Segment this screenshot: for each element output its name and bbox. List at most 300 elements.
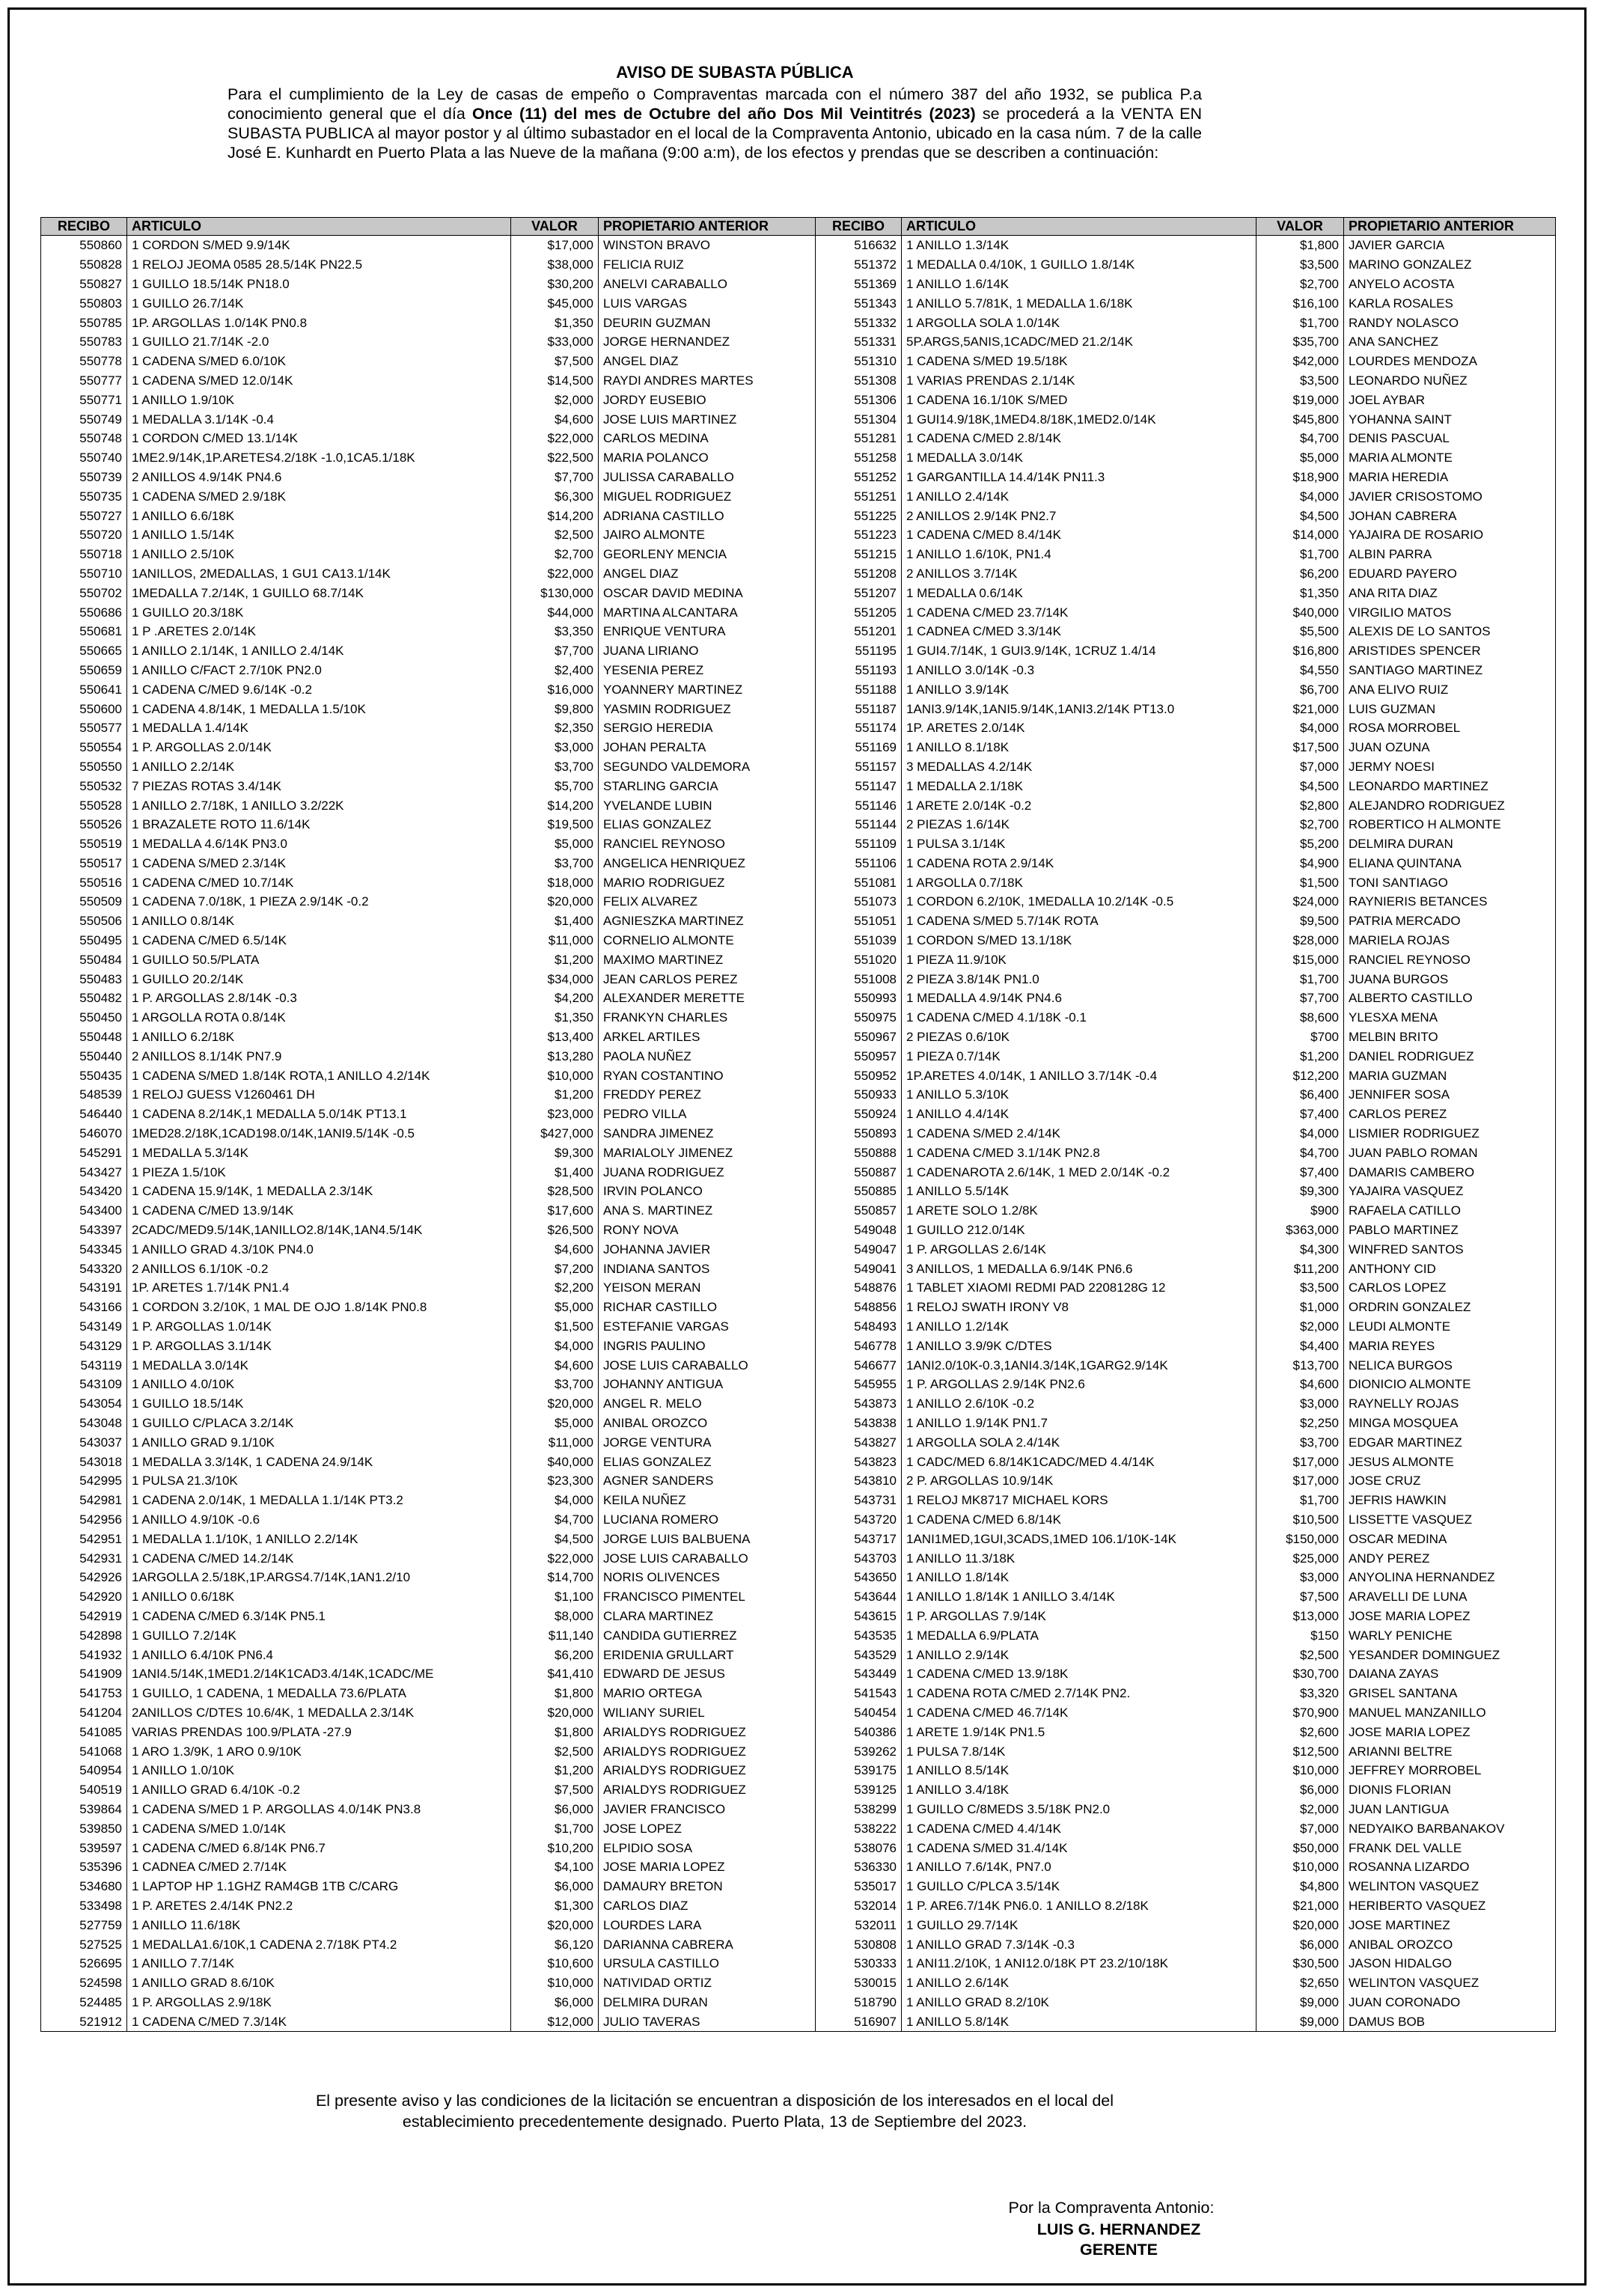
valor-cell: $44,000 — [511, 602, 599, 622]
articulo-cell: 1 PULSA 21.3/10K — [127, 1471, 511, 1491]
recibo-cell: 551372 — [816, 255, 902, 275]
table-row — [41, 1973, 1556, 1993]
propietario-cell: CORNELIO ALMONTE — [599, 931, 816, 950]
valor-cell: $5,000 — [1256, 448, 1344, 468]
articulo-cell: 1 CADENA 16.1/10K S/MED — [902, 390, 1256, 409]
valor-cell: $1,500 — [1256, 873, 1344, 892]
valor-cell: $45,800 — [1256, 409, 1344, 429]
recibo-cell: 540386 — [816, 1722, 902, 1741]
recibo-cell: 551223 — [816, 525, 902, 545]
propietario-cell: JUANA RODRIGUEZ — [599, 1162, 816, 1182]
articulo-cell: 1 P. ARGOLLAS 7.9/14K — [902, 1607, 1256, 1626]
valor-cell: $7,700 — [511, 468, 599, 487]
recibo-cell: 545291 — [41, 1143, 127, 1162]
recibo-cell: 550519 — [41, 834, 127, 854]
articulo-cell: 1 CADENA C/MED 10.7/14K — [127, 873, 511, 892]
recibo-cell: 543731 — [816, 1491, 902, 1510]
recibo-cell: 551331 — [816, 332, 902, 352]
recibo-cell: 548493 — [816, 1317, 902, 1337]
propietario-cell: NEDYAIKO BARBANAKOV — [1344, 1819, 1556, 1838]
recibo-cell: 550435 — [41, 1066, 127, 1085]
recibo-cell: 551205 — [816, 602, 902, 622]
propietario-cell: JOHANNY ANTIGUA — [599, 1375, 816, 1394]
valor-cell: $4,600 — [511, 1239, 599, 1259]
valor-cell: $2,700 — [1256, 275, 1344, 294]
recibo-cell: 550495 — [41, 931, 127, 950]
valor-cell: $4,900 — [1256, 854, 1344, 873]
valor-cell: $150 — [1256, 1625, 1344, 1645]
recibo-cell: 543535 — [816, 1625, 902, 1645]
table-row — [41, 2012, 1556, 2031]
recibo-cell: 540454 — [816, 1703, 902, 1723]
recibo-cell: 543720 — [816, 1510, 902, 1530]
valor-cell: $4,550 — [1256, 661, 1344, 680]
valor-cell: $1,700 — [511, 1819, 599, 1838]
recibo-cell: 550665 — [41, 641, 127, 661]
articulo-cell: 1 ARGOLLA SOLA 1.0/14K — [902, 313, 1256, 332]
recibo-cell: 549047 — [816, 1239, 902, 1259]
propietario-cell: DELMIRA DURAN — [1344, 834, 1556, 854]
recibo-cell: 550550 — [41, 757, 127, 777]
valor-cell: $3,000 — [1256, 1568, 1344, 1587]
articulo-cell: 1 PULSA 3.1/14K — [902, 834, 1256, 854]
valor-cell: $13,700 — [1256, 1355, 1344, 1375]
valor-cell: $14,200 — [511, 796, 599, 815]
table-row — [41, 1703, 1556, 1723]
table-row — [41, 873, 1556, 892]
propietario-cell: MARIA GUZMAN — [1344, 1066, 1556, 1085]
articulo-cell: 1 RELOJ GUESS V1260461 DH — [127, 1085, 511, 1105]
valor-cell: $4,500 — [1256, 506, 1344, 525]
propietario-cell: MANUEL MANZANILLO — [1344, 1703, 1556, 1723]
valor-cell: $35,700 — [1256, 332, 1344, 352]
recibo-cell: 550517 — [41, 854, 127, 873]
table-row — [41, 1008, 1556, 1028]
articulo-cell: 1 CADENA 15.9/14K, 1 MEDALLA 2.3/14K — [127, 1182, 511, 1201]
recibo-cell: 541753 — [41, 1684, 127, 1703]
propietario-cell: FELIX ALVAREZ — [599, 892, 816, 912]
articulo-cell: 1 CADENA 4.8/14K, 1 MEDALLA 1.5/10K — [127, 699, 511, 718]
table-row — [41, 969, 1556, 989]
propietario-cell: ENRIQUE VENTURA — [599, 622, 816, 641]
propietario-cell: LEONARDO NUÑEZ — [1344, 371, 1556, 391]
articulo-cell: 1 ANILLO 7.7/14K — [127, 1954, 511, 1973]
articulo-cell: 1 P. ARGOLLAS 1.0/14K — [127, 1317, 511, 1337]
table-row — [41, 815, 1556, 834]
valor-cell: $7,200 — [511, 1259, 599, 1278]
recibo-cell: 551193 — [816, 661, 902, 680]
articulo-cell: 1 CORDON 3.2/10K, 1 MAL DE OJO 1.8/14K PN0.8 — [127, 1298, 511, 1317]
recibo-cell: 540954 — [41, 1761, 127, 1780]
articulo-cell: 1 GUILLO 212.0/14K — [902, 1221, 1256, 1240]
articulo-cell: 1 CADENA S/MED 6.0/10K — [127, 352, 511, 371]
articulo-cell: 1 CADENA C/MED 46.7/14K — [902, 1703, 1256, 1723]
valor-cell: $14,200 — [511, 506, 599, 525]
recibo-cell: 551073 — [816, 892, 902, 912]
valor-cell: $41,410 — [511, 1664, 599, 1684]
recibo-cell: 551201 — [816, 622, 902, 641]
articulo-cell: 5P.ARGS,5ANIS,1CADC/MED 21.2/14K — [902, 332, 1256, 352]
recibo-cell: 543149 — [41, 1317, 127, 1337]
valor-cell: $20,000 — [1256, 1915, 1344, 1935]
recibo-cell: 535396 — [41, 1857, 127, 1877]
valor-cell: $3,500 — [1256, 255, 1344, 275]
articulo-cell: 1 CADENA C/MED 6.8/14K — [902, 1510, 1256, 1530]
valor-cell: $4,000 — [1256, 718, 1344, 738]
table-row — [41, 1105, 1556, 1124]
articulo-cell: 1 MEDALLA 0.6/14K — [902, 583, 1256, 602]
recibo-cell: 551144 — [816, 815, 902, 834]
notice-title: AVISO DE SUBASTA PÚBLICA — [616, 63, 854, 82]
propietario-cell: MAXIMO MARTINEZ — [599, 950, 816, 969]
articulo-cell: 1 MEDALLA 5.3/14K — [127, 1143, 511, 1162]
recibo-cell: 551310 — [816, 352, 902, 371]
articulo-cell: 1 ANILLO 3.9/9K C/DTES — [902, 1336, 1256, 1355]
propietario-cell: NATIVIDAD ORTIZ — [599, 1973, 816, 1993]
valor-cell: $14,700 — [511, 1568, 599, 1587]
propietario-cell: CLARA MARTINEZ — [599, 1607, 816, 1626]
propietario-cell: ALEJANDRO RODRIGUEZ — [1344, 796, 1556, 815]
propietario-cell: JAVIER GARCIA — [1344, 236, 1556, 255]
propietario-cell: ANELVI CARABALLO — [599, 275, 816, 294]
recibo-cell: 551051 — [816, 912, 902, 931]
recibo-cell: 550783 — [41, 332, 127, 352]
propietario-cell: STARLING GARCIA — [599, 776, 816, 796]
articulo-cell: 1 ANILLO 6.6/18K — [127, 506, 511, 525]
propietario-cell: JEFFREY MORROBEL — [1344, 1761, 1556, 1780]
recibo-cell: 551215 — [816, 545, 902, 564]
propietario-cell: ADRIANA CASTILLO — [599, 506, 816, 525]
articulo-cell: 1 ANILLO 3.4/18K — [902, 1780, 1256, 1800]
valor-cell: $17,600 — [511, 1201, 599, 1221]
recibo-cell: 543703 — [816, 1548, 902, 1568]
recibo-cell: 551332 — [816, 313, 902, 332]
propietario-cell: RAYNIERIS BETANCES — [1344, 892, 1556, 912]
articulo-cell: 1 ANILLO 11.6/18K — [127, 1915, 511, 1935]
signature-intro: Por la Compraventa Antonio: — [1008, 2199, 1215, 2217]
articulo-cell: 1 P. ARETES 2.4/14K PN2.2 — [127, 1896, 511, 1916]
articulo-cell: 1 P. ARGOLLAS 3.1/14K — [127, 1336, 511, 1355]
table-row — [41, 834, 1556, 854]
articulo-cell: 1 MEDALLA 3.1/14K -0.4 — [127, 409, 511, 429]
propietario-cell: FRANKYN CHARLES — [599, 1008, 816, 1028]
recibo-cell: 550803 — [41, 293, 127, 313]
table-row — [41, 564, 1556, 584]
recibo-cell: 543873 — [816, 1394, 902, 1414]
articulo-cell: 1 CADENA ROTA 2.9/14K — [902, 854, 1256, 873]
recibo-cell: 543037 — [41, 1432, 127, 1452]
valor-cell: $15,000 — [1256, 950, 1344, 969]
propietario-cell: RICHAR CASTILLO — [599, 1298, 816, 1317]
propietario-cell: JOSE LUIS CARABALLO — [599, 1548, 816, 1568]
recibo-cell: 550778 — [41, 352, 127, 371]
propietario-cell: JORDY EUSEBIO — [599, 390, 816, 409]
table-row — [41, 1221, 1556, 1240]
valor-cell: $42,000 — [1256, 352, 1344, 371]
table-row — [41, 699, 1556, 718]
table-row — [41, 1529, 1556, 1548]
table-row — [41, 602, 1556, 622]
valor-cell: $22,000 — [511, 564, 599, 584]
articulo-cell: 1 CORDON 6.2/10K, 1MEDALLA 10.2/14K -0.5 — [902, 892, 1256, 912]
valor-cell: $1,500 — [511, 1317, 599, 1337]
articulo-cell: 1 ANILLO 2.2/14K — [127, 757, 511, 777]
recibo-cell: 542951 — [41, 1529, 127, 1548]
articulo-cell: 1 CADENA S/MED 5.7/14K ROTA — [902, 912, 1256, 931]
recibo-cell: 551207 — [816, 583, 902, 602]
articulo-cell: 1 CORDON C/MED 13.1/14K — [127, 429, 511, 448]
articulo-cell: 1 CADENA C/MED 14.2/14K — [127, 1548, 511, 1568]
table-row — [41, 1028, 1556, 1047]
propietario-cell: JUANA LIRIANO — [599, 641, 816, 661]
valor-cell: $10,000 — [1256, 1761, 1344, 1780]
propietario-cell: EDWARD DE JESUS — [599, 1664, 816, 1684]
articulo-cell: 1 GUILLO C/PLACA 3.2/14K — [127, 1414, 511, 1433]
recibo-cell: 524598 — [41, 1973, 127, 1993]
table-row — [41, 931, 1556, 950]
recibo-cell: 527525 — [41, 1935, 127, 1954]
recibo-cell: 550857 — [816, 1201, 902, 1221]
propietario-cell: SERGIO HEREDIA — [599, 718, 816, 738]
table-row — [41, 448, 1556, 468]
articulo-cell: 1 GUILLO 26.7/14K — [127, 293, 511, 313]
propietario-cell: ANIBAL OROZCO — [1344, 1935, 1556, 1954]
propietario-cell: RONY NOVA — [599, 1221, 816, 1240]
recibo-cell: 551308 — [816, 371, 902, 391]
articulo-cell: 1 GUILLO C/PLCA 3.5/14K — [902, 1877, 1256, 1896]
table-row — [41, 1664, 1556, 1684]
articulo-cell: 1 CADENA 2.0/14K, 1 MEDALLA 1.1/14K PT3.2 — [127, 1491, 511, 1510]
header-propietario: PROPIETARIO ANTERIOR — [1344, 218, 1556, 236]
articulo-cell: 1 MEDALLA 4.9/14K PN4.6 — [902, 989, 1256, 1008]
propietario-cell: ALBERTO CASTILLO — [1344, 989, 1556, 1008]
valor-cell: $5,000 — [511, 1298, 599, 1317]
propietario-cell: DAMAURY BRETON — [599, 1877, 816, 1896]
table-row — [41, 776, 1556, 796]
articulo-cell: 1 MEDALLA 1.4/14K — [127, 718, 511, 738]
articulo-cell: 1ANI3.9/14K,1ANI5.9/14K,1ANI3.2/14K PT13.0 — [902, 699, 1256, 718]
recibo-cell: 550727 — [41, 506, 127, 525]
articulo-cell: 1 CADENA S/MED 1.0/14K — [127, 1819, 511, 1838]
recibo-cell: 543345 — [41, 1239, 127, 1259]
articulo-cell: 1 ANILLO GRAD 8.2/10K — [902, 1993, 1256, 2012]
propietario-cell: MELBIN BRITO — [1344, 1028, 1556, 1047]
valor-cell: $2,500 — [1256, 1645, 1344, 1664]
articulo-cell: 1 ANILLO 3.9/14K — [902, 680, 1256, 699]
propietario-cell: WELINTON VASQUEZ — [1344, 1973, 1556, 1993]
header-valor: VALOR — [511, 218, 599, 236]
propietario-cell: FRANCISCO PIMENTEL — [599, 1587, 816, 1607]
propietario-cell: AGNIESZKA MARTINEZ — [599, 912, 816, 931]
recibo-cell: 550710 — [41, 564, 127, 584]
valor-cell: $11,000 — [511, 931, 599, 950]
articulo-cell: 1P. ARETES 1.7/14K PN1.4 — [127, 1278, 511, 1298]
valor-cell: $5,200 — [1256, 834, 1344, 854]
header-articulo: ARTICULO — [127, 218, 511, 236]
valor-cell: $34,000 — [511, 969, 599, 989]
articulo-cell: 1 CADENAROTA 2.6/14K, 1 MED 2.0/14K -0.2 — [902, 1162, 1256, 1182]
propietario-cell: JAIRO ALMONTE — [599, 525, 816, 545]
recibo-cell: 550748 — [41, 429, 127, 448]
valor-cell: $10,000 — [511, 1973, 599, 1993]
articulo-cell: 1ANI4.5/14K,1MED1.2/14K1CAD3.4/14K,1CADC/ME — [127, 1664, 511, 1684]
table-row — [41, 912, 1556, 931]
articulo-cell: 1 PIEZA 11.9/10K — [902, 950, 1256, 969]
recibo-cell: 541909 — [41, 1664, 127, 1684]
propietario-cell: YLESXA MENA — [1344, 1008, 1556, 1028]
articulo-cell: 1 P. ARGOLLAS 2.0/14K — [127, 738, 511, 757]
propietario-cell: CARLOS PEREZ — [1344, 1105, 1556, 1124]
articulo-cell: 1 P. ARE6.7/14K PN6.0. 1 ANILLO 8.2/18K — [902, 1896, 1256, 1916]
articulo-cell: 2 P. ARGOLLAS 10.9/14K — [902, 1471, 1256, 1491]
recibo-cell: 550740 — [41, 448, 127, 468]
articulo-cell: 3 ANILLOS, 1 MEDALLA 6.9/14K PN6.6 — [902, 1259, 1256, 1278]
valor-cell: $150,000 — [1256, 1529, 1344, 1548]
articulo-cell: 1 ANILLO 4.4/14K — [902, 1105, 1256, 1124]
propietario-cell: RAFAELA CATILLO — [1344, 1201, 1556, 1221]
recibo-cell: 550554 — [41, 738, 127, 757]
recibo-cell: 543810 — [816, 1471, 902, 1491]
recibo-cell: 550686 — [41, 602, 127, 622]
valor-cell: $5,000 — [511, 1414, 599, 1433]
recibo-cell: 550440 — [41, 1046, 127, 1066]
propietario-cell: ALBIN PARRA — [1344, 545, 1556, 564]
articulo-cell: 1 ARETE SOLO 1.2/8K — [902, 1201, 1256, 1221]
table-row — [41, 1645, 1556, 1664]
footer-note — [225, 2090, 1205, 2132]
valor-cell: $7,000 — [1256, 757, 1344, 777]
valor-cell: $38,000 — [511, 255, 599, 275]
articulo-cell: 1P. ARGOLLAS 1.0/14K PN0.8 — [127, 313, 511, 332]
articulo-cell: 1 GUILLO 20.2/14K — [127, 969, 511, 989]
propietario-cell: SANDRA JIMENEZ — [599, 1124, 816, 1144]
propietario-cell: ROSA MORROBEL — [1344, 718, 1556, 738]
recibo-cell: 551188 — [816, 680, 902, 699]
articulo-cell: 1 VARIAS PRENDAS 2.1/14K — [902, 371, 1256, 391]
valor-cell: $19,500 — [511, 815, 599, 834]
propietario-cell: WINFRED SANTOS — [1344, 1239, 1556, 1259]
propietario-cell: JOEL AYBAR — [1344, 390, 1556, 409]
valor-cell: $11,000 — [511, 1432, 599, 1452]
propietario-cell: LEONARDO MARTINEZ — [1344, 776, 1556, 796]
recibo-cell: 542931 — [41, 1548, 127, 1568]
valor-cell: $10,500 — [1256, 1510, 1344, 1530]
valor-cell: $30,500 — [1256, 1954, 1344, 1973]
valor-cell: $3,500 — [1256, 371, 1344, 391]
propietario-cell: MARIA HEREDIA — [1344, 468, 1556, 487]
propietario-cell: FRANK DEL VALLE — [1344, 1838, 1556, 1857]
propietario-cell: JUANA BURGOS — [1344, 969, 1556, 989]
valor-cell: $5,700 — [511, 776, 599, 796]
articulo-cell: 1 CADENA S/MED 19.5/18K — [902, 352, 1256, 371]
valor-cell: $1,800 — [511, 1722, 599, 1741]
table-row — [41, 1587, 1556, 1607]
valor-cell: $6,400 — [1256, 1085, 1344, 1105]
valor-cell: $4,400 — [1256, 1336, 1344, 1355]
valor-cell: $4,800 — [1256, 1877, 1344, 1896]
table-row — [41, 1298, 1556, 1317]
propietario-cell: INGRIS PAULINO — [599, 1336, 816, 1355]
valor-cell: $24,000 — [1256, 892, 1344, 912]
recibo-cell: 550484 — [41, 950, 127, 969]
articulo-cell: 1 CADENA C/MED 8.4/14K — [902, 525, 1256, 545]
articulo-cell: 1 CADENA C/MED 7.3/14K — [127, 2012, 511, 2031]
propietario-cell: ROSANNA LIZARDO — [1344, 1857, 1556, 1877]
propietario-cell: INDIANA SANTOS — [599, 1259, 816, 1278]
valor-cell: $17,500 — [1256, 738, 1344, 757]
valor-cell: $12,200 — [1256, 1066, 1344, 1085]
articulo-cell: 1 ANILLO GRAD 8.6/10K — [127, 1973, 511, 1993]
valor-cell: $20,000 — [511, 1703, 599, 1723]
propietario-cell: JOSE CRUZ — [1344, 1471, 1556, 1491]
recibo-cell: 538076 — [816, 1838, 902, 1857]
recibo-cell: 543615 — [816, 1607, 902, 1626]
signature-role: GERENTE — [1080, 2241, 1158, 2259]
articulo-cell: 1 CADENA C/MED 2.8/14K — [902, 429, 1256, 448]
table-row — [41, 1317, 1556, 1337]
articulo-cell: 1ANI1MED,1GUI,3CADS,1MED 106.1/10K-14K — [902, 1529, 1256, 1548]
propietario-cell: TONI SANTIAGO — [1344, 873, 1556, 892]
recibo-cell: 542981 — [41, 1491, 127, 1510]
articulo-cell: 1 ANILLO 2.7/18K, 1 ANILLO 3.2/22K — [127, 796, 511, 815]
propietario-cell: RANCIEL REYNOSO — [599, 834, 816, 854]
recibo-cell: 539262 — [816, 1741, 902, 1761]
valor-cell: $5,000 — [511, 834, 599, 854]
valor-cell: $7,700 — [1256, 989, 1344, 1008]
table-row — [41, 1355, 1556, 1375]
propietario-cell: MARIA REYES — [1344, 1336, 1556, 1355]
propietario-cell: ALEXIS DE LO SANTOS — [1344, 622, 1556, 641]
recibo-cell: 550528 — [41, 796, 127, 815]
propietario-cell: JUAN CORONADO — [1344, 1993, 1556, 2012]
recibo-cell: 550448 — [41, 1028, 127, 1047]
recibo-cell: 550888 — [816, 1143, 902, 1162]
valor-cell: $900 — [1256, 1201, 1344, 1221]
articulo-cell: 1 MEDALLA 3.0/14K — [902, 448, 1256, 468]
table-header-row — [41, 218, 1556, 236]
recibo-cell: 551258 — [816, 448, 902, 468]
articulo-cell: 1 GUILLO 50.5/PLATA — [127, 950, 511, 969]
recibo-cell: 535017 — [816, 1877, 902, 1896]
recibo-cell: 551008 — [816, 969, 902, 989]
propietario-cell: ANYELO ACOSTA — [1344, 275, 1556, 294]
table-row — [41, 1935, 1556, 1954]
recibo-cell: 542919 — [41, 1607, 127, 1626]
articulo-cell: 1 ANILLO 1.8/14K 1 ANILLO 3.4/14K — [902, 1587, 1256, 1607]
recibo-cell: 550600 — [41, 699, 127, 718]
valor-cell: $70,900 — [1256, 1703, 1344, 1723]
valor-cell: $12,000 — [511, 2012, 599, 2031]
header-recibo: RECIBO — [816, 218, 902, 236]
articulo-cell: 1 ANILLO 2.1/14K, 1 ANILLO 2.4/14K — [127, 641, 511, 661]
propietario-cell: LUIS VARGAS — [599, 293, 816, 313]
valor-cell: $9,000 — [1256, 1993, 1344, 2012]
valor-cell: $1,700 — [1256, 545, 1344, 564]
table-row — [41, 1432, 1556, 1452]
valor-cell: $9,000 — [1256, 2012, 1344, 2031]
propietario-cell: ELIAS GONZALEZ — [599, 1452, 816, 1471]
valor-cell: $20,000 — [511, 1915, 599, 1935]
valor-cell: $10,600 — [511, 1954, 599, 1973]
recibo-cell: 550885 — [816, 1182, 902, 1201]
articulo-cell: 1 ANILLO 1.5/14K — [127, 525, 511, 545]
propietario-cell: GEORLENY MENCIA — [599, 545, 816, 564]
table-row — [41, 680, 1556, 699]
articulo-cell: 1 CADENA C/MED 3.1/14K PN2.8 — [902, 1143, 1256, 1162]
valor-cell: $130,000 — [511, 583, 599, 602]
propietario-cell: HERIBERTO VASQUEZ — [1344, 1896, 1556, 1916]
articulo-cell: 1 ANILLO 0.6/18K — [127, 1587, 511, 1607]
